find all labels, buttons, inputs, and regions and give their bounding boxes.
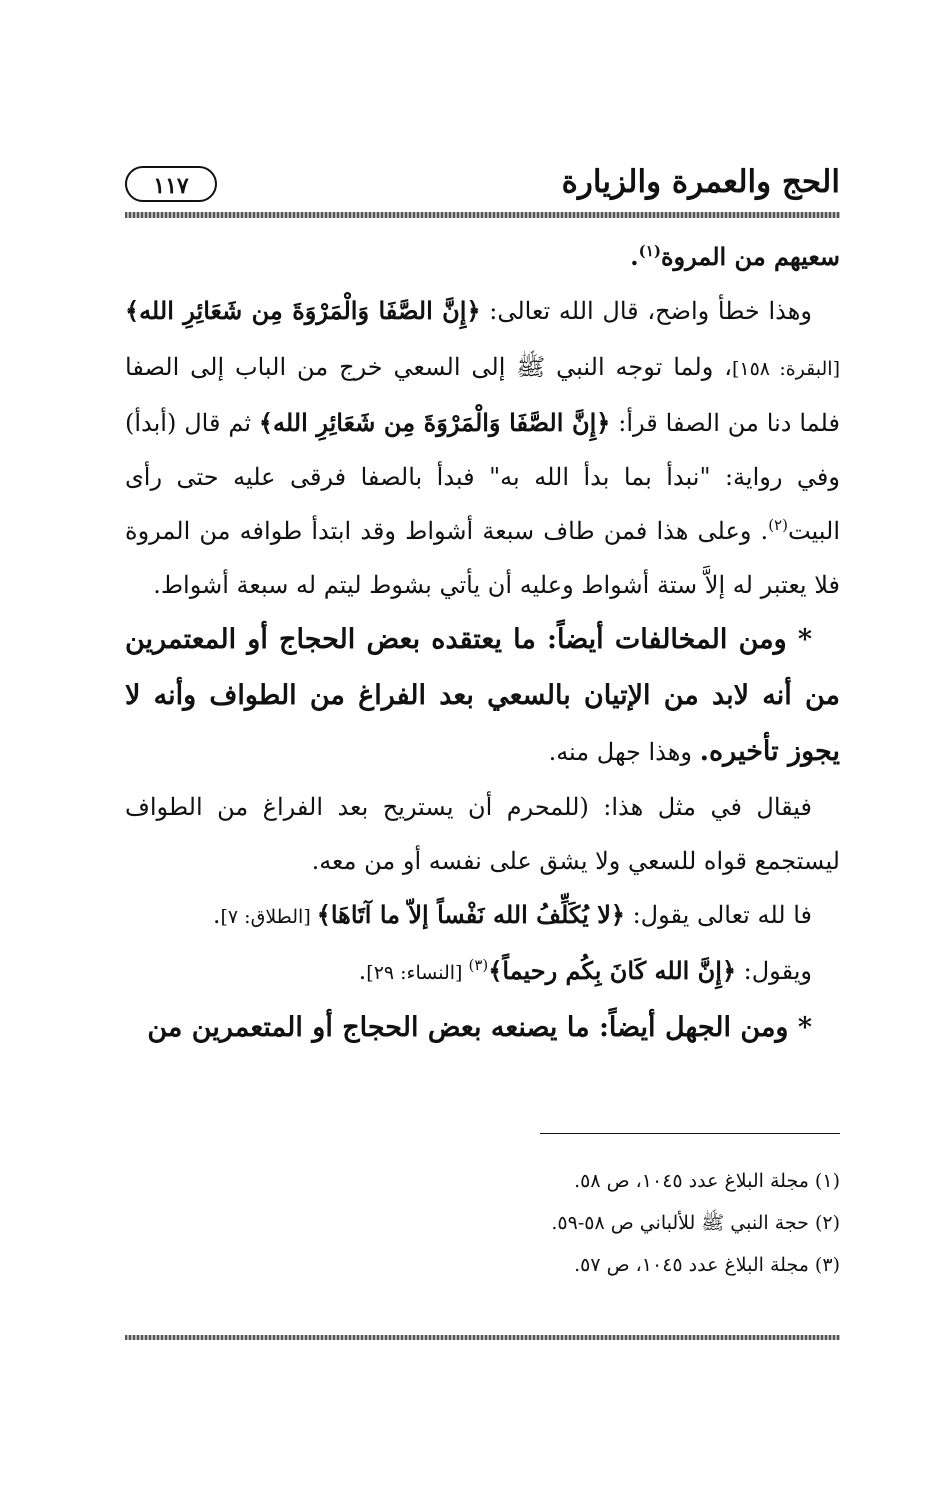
paragraph-5: فا لله تعالى يقول: ﴿لا يُكَلِّفُ الله نَفْساً إلاّ ما آتَاهَا﴾ [الطلاق: ٧]. (212, 900, 812, 929)
footnote-ref-1: (١) (638, 242, 661, 260)
page-number-badge: ١١٧ (125, 166, 217, 202)
page-header (125, 160, 840, 210)
header-rule (125, 212, 840, 218)
paragraph-2: وهذا خطأ واضح، قال الله تعالى: ﴿إِنَّ الصَّفَا وَالْمَرْوَةَ مِن شَعَائِرِ الله﴾ [البقرة: ١٥٨]، ولما توجه النبي ﷺ إلى السعي خرج من الباب إلى الصفا فلما دنا من الصفا قرأ: ﴿إِنَّ الصَّفَا وَالْمَرْوَةَ مِن شَعَائِرِ الله﴾ ثم قال (أبدأ) وفي رواية: "نبدأ بما بدأ الله به" فبدأ بالصفا فرقى عليه حتى رأى البيت$^{(٢)}$. وعلى هذا فمن طاف سبعة أشواط وقد ابتدأ طوافه من المروة فلا يعتبر له إلاَّ ستة أشواط وعليه أن يأتي بشوط ليتم له سبعة أشواط. (125, 296, 840, 599)
paragraph-4: فيقال في مثل هذا: (للمحرم أن يستريح بعد الفراغ من الطواف ليستجمع قواه للسعي ولا يشق على نفسه أو من معه. (125, 793, 840, 875)
footnote-ref-3: (٣) (468, 956, 489, 974)
paragraph-1: سعيهم من المروة$^{(١)}$. (630, 242, 840, 271)
paragraph-3: * ومن المخالفات أيضاً: ما يعتقده بعض الحجاج أو المعتمرين من أنه لابد من الإتيان بالسعي بعد الفراغ من الطواف وأنه لا يجوز تأخيره. وهذا جهل منه. (125, 624, 840, 767)
quran-verse-2: ﴿إِنَّ الصَّفَا وَالْمَرْوَةَ مِن شَعَائِرِ الله﴾ (258, 408, 611, 437)
footnote-separator (540, 1133, 840, 1134)
footnote-ref-2: (٢) (768, 516, 788, 534)
verse-ref-1: [البقرة: ١٥٨] (731, 358, 840, 380)
book-title: الحج والعمرة والزيارة (561, 164, 840, 200)
paragraph-6: ويقول: ﴿إِنَّ الله كَانَ بِكُم رحيماً﴾$^{(٣)}$ [النساء: ٢٩]. (358, 956, 812, 985)
paragraph-7: * ومن الجهل أيضاً: ما يصنعه بعض الحجاج أو المتعمرين من (147, 1012, 812, 1043)
main-text (125, 230, 840, 1056)
footer-rule (125, 1335, 840, 1340)
quran-verse-3: ﴿لا يُكَلِّفُ الله نَفْساً إلاّ ما آتَاهَا﴾ (316, 900, 625, 929)
footnote-1: (١) مجلة البلاغ عدد ١٠٤٥، ص ٥٨. (574, 1170, 840, 1192)
highlight-text: * ومن المخالفات أيضاً: ما يعتقده بعض الحجاج أو المعتمرين من أنه لابد من الإتيان بالسعي بعد الفراغ من الطواف وأنه لا يجوز تأخيره. (125, 624, 840, 767)
footnotes (240, 1160, 840, 1286)
quran-verse-4: ﴿إِنَّ الله كَانَ بِكُم رحيماً﴾ (488, 956, 737, 985)
footnote-2: (٢) حجة النبي ﷺ للألباني ص ٥٨-٥٩. (551, 1212, 840, 1234)
verse-ref-4: [النساء: ٢٩] (366, 962, 469, 984)
footnote-3: (٣) مجلة البلاغ عدد ١٠٤٥، ص ٥٧. (574, 1254, 840, 1276)
verse-ref-3: [الطلاق: ٧] (220, 906, 317, 928)
quran-verse-1: ﴿إِنَّ الصَّفَا وَالْمَرْوَةَ مِن شَعَائِرِ الله﴾ (125, 296, 481, 325)
